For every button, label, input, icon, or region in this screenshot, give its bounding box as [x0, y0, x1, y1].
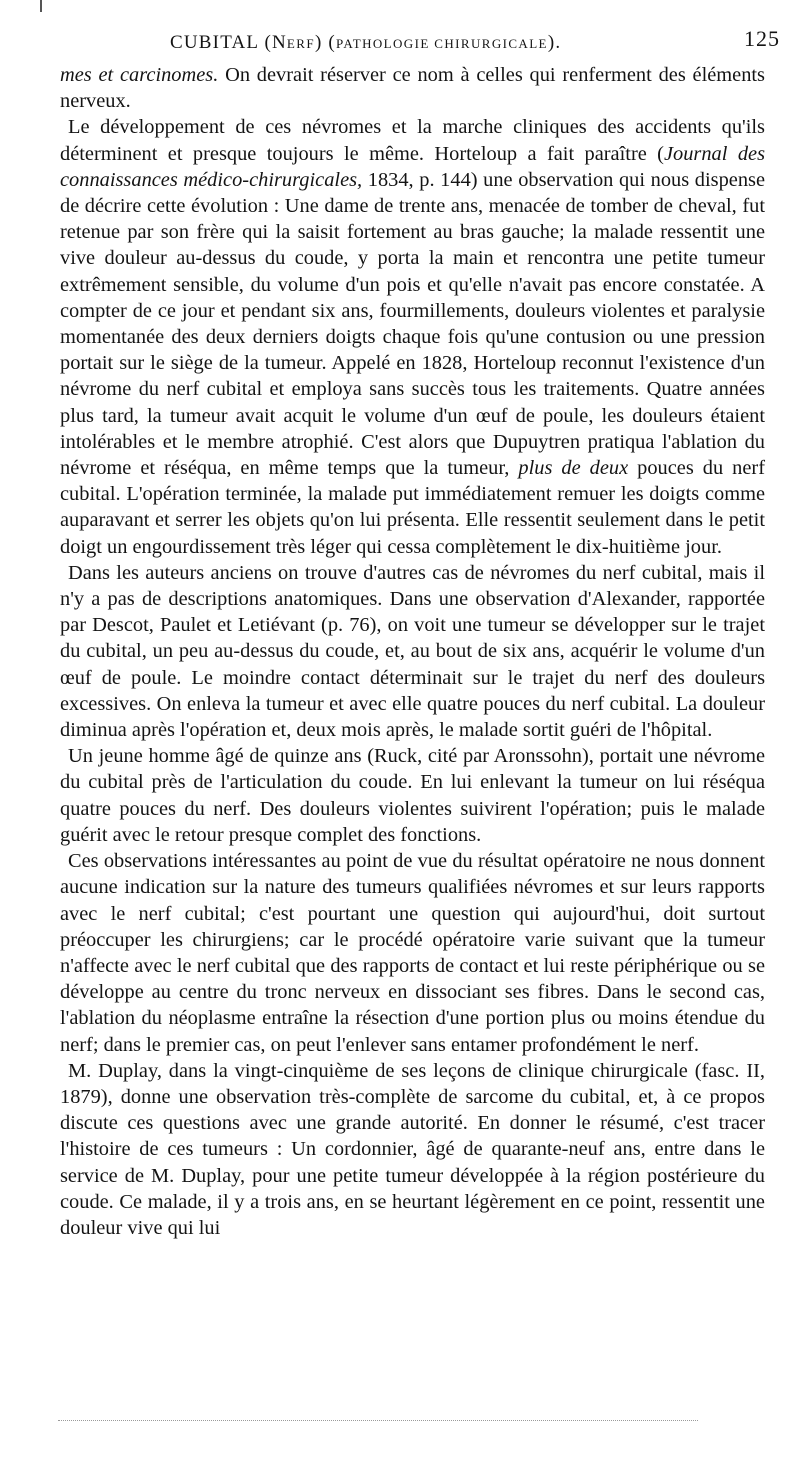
- running-head: [170, 32, 561, 54]
- paragraph: [60, 1058, 765, 1241]
- bottom-rule: [58, 1420, 698, 1423]
- text-run: On devrait réserver ce nom à celles qui renferment des éléments nerveux.: [60, 64, 765, 113]
- running-head-rest: ) (: [314, 32, 336, 53]
- italic-run: mes et carcinomes.: [60, 64, 219, 86]
- paragraph: [60, 114, 765, 559]
- page-body: [60, 62, 765, 1241]
- text-run: Ces observations intéressantes au point de vue du résultat opératoire ne nous donnent aucune indication sur la nature des tumeurs qualifiées névromes et sur leurs rapports avec le nerf cubital; c'est pourtant une question qui aujourd'hui, doit surtout préoccuper les chirurgiens; car le procédé opératoire varie suivant que la tumeur n'affecte avec le nerf cubital que des rapports de contact et lui reste périphérique ou se développe au centre du tronc nerveux en dissociant ses fibres. Dans le second cas, l'ablation du néoplasme entraîne la résection d'une portion plus ou moins étendue du nerf; dans le premier cas, on peut l'enlever sans entamer profondément le nerf.: [60, 850, 765, 1056]
- text-run: Dans les auteurs anciens on trouve d'autres cas de névromes du nerf cubital, mais il n'y a pas de descriptions anatomiques. Dans une observation d'Alexander, rapportée par Descot, Paulet et Letiévant (p. 76), on voit une tumeur se développer sur le trajet du cubital, un peu au-dessus du coude, et, au bout de six ans, acquérir le volume d'un œuf de poule. Le moindre contact déterminait sur le trajet du nerf des douleurs excessives. On enleva la tumeur et avec elle quatre pouces du nerf cubital. La douleur diminua après l'opération et, deux mois après, le malade sortit guéri de l'hôpital.: [60, 561, 765, 742]
- paragraph: [60, 62, 765, 114]
- page-number: 125: [744, 26, 780, 51]
- page-header: [120, 26, 780, 58]
- text-run: 1834, p. 144) une observation qui nous dispense de décrire cette évolution : Une dame de trente ans, menacée de tomber de cheval, fut retenue par son frère qui la saisit fortement au bras gauche; la malade ressentit une vive douleur au-dessus du coude, y porta la main et rencontra une petite tumeur extrêmement sensible, du volume d'un pois et qu'elle n'avait pas encore constatée. A compter de ce jour et pendant six ans, fourmillements, douleurs violentes et paralysie momentanée des deux derniers doigts chaque fois qu'une contusion ou une pression portait sur le siège de la tumeur. Appelé en 1828, Horteloup reconnut l'existence d'un névrome du nerf cubital et employa sans succès tous les traitements. Quatre années plus tard, la tumeur avait acquit le volume d'un œuf de poule, les douleurs étaient intolérables et le membre atrophié. C'est alors que Dupuytren pratiqua l'ablation du névrome et réséqua, en même temps que la tumeur,: [60, 168, 765, 480]
- paragraph: [60, 560, 765, 743]
- running-head-subtitle: PATHOLOGIE CHIRURGICALE: [335, 36, 548, 51]
- running-head-erf: ERF: [286, 36, 315, 51]
- italic-run: plus de deux: [518, 457, 629, 480]
- paragraph: [60, 743, 765, 848]
- running-head-end: ).: [547, 32, 562, 53]
- scan-mark: [40, 0, 42, 12]
- paragraph: [60, 848, 765, 1058]
- italic-run: Journal des connaissances médico-chirurgicales,: [60, 142, 766, 191]
- running-head-main: CUBITAL (N: [170, 32, 287, 53]
- text-run: Un jeune homme âgé de quinze ans (Ruck, cité par Aronssohn), portait une névrome du cubital près de l'articulation du coude. En lui enlevant la tumeur on lui réséqua quatre pouces du nerf. Des douleurs violentes suivirent l'opération; puis le malade guérit avec le retour presque complet des fonctions.: [60, 745, 765, 846]
- text-run: pouces du nerf cubital. L'opération terminée, la malade put immédiatement remuer les doigts comme auparavant et serrer les objets qu'on lui présenta. Elle ressentit seulement dans le petit doigt un engourdissement très léger qui cessa complètement le dix-huitième jour.: [60, 457, 765, 558]
- text-run: Le développement de ces névromes et la marche cliniques des accidents qu'ils déterminent et presque toujours le même. Horteloup a fait paraître (: [60, 116, 765, 165]
- text-run: M. Duplay, dans la vingt-cinquième de ses leçons de clinique chirurgicale (fasc. II, 1879), donne une observation très-complète de sarcome du cubital, et, à ce propos discute ces questions avec une grande autorité. En donner le résumé, c'est tracer l'histoire de ces tumeurs : Un cordonnier, âgé de quarante-neuf ans, entre dans le service de M. Duplay, pour une petite tumeur développée à la région postérieure du coude. Ce malade, il y a trois ans, en se heurtant légèrement en ce point, ressentit une douleur vive qui lui: [60, 1059, 765, 1239]
